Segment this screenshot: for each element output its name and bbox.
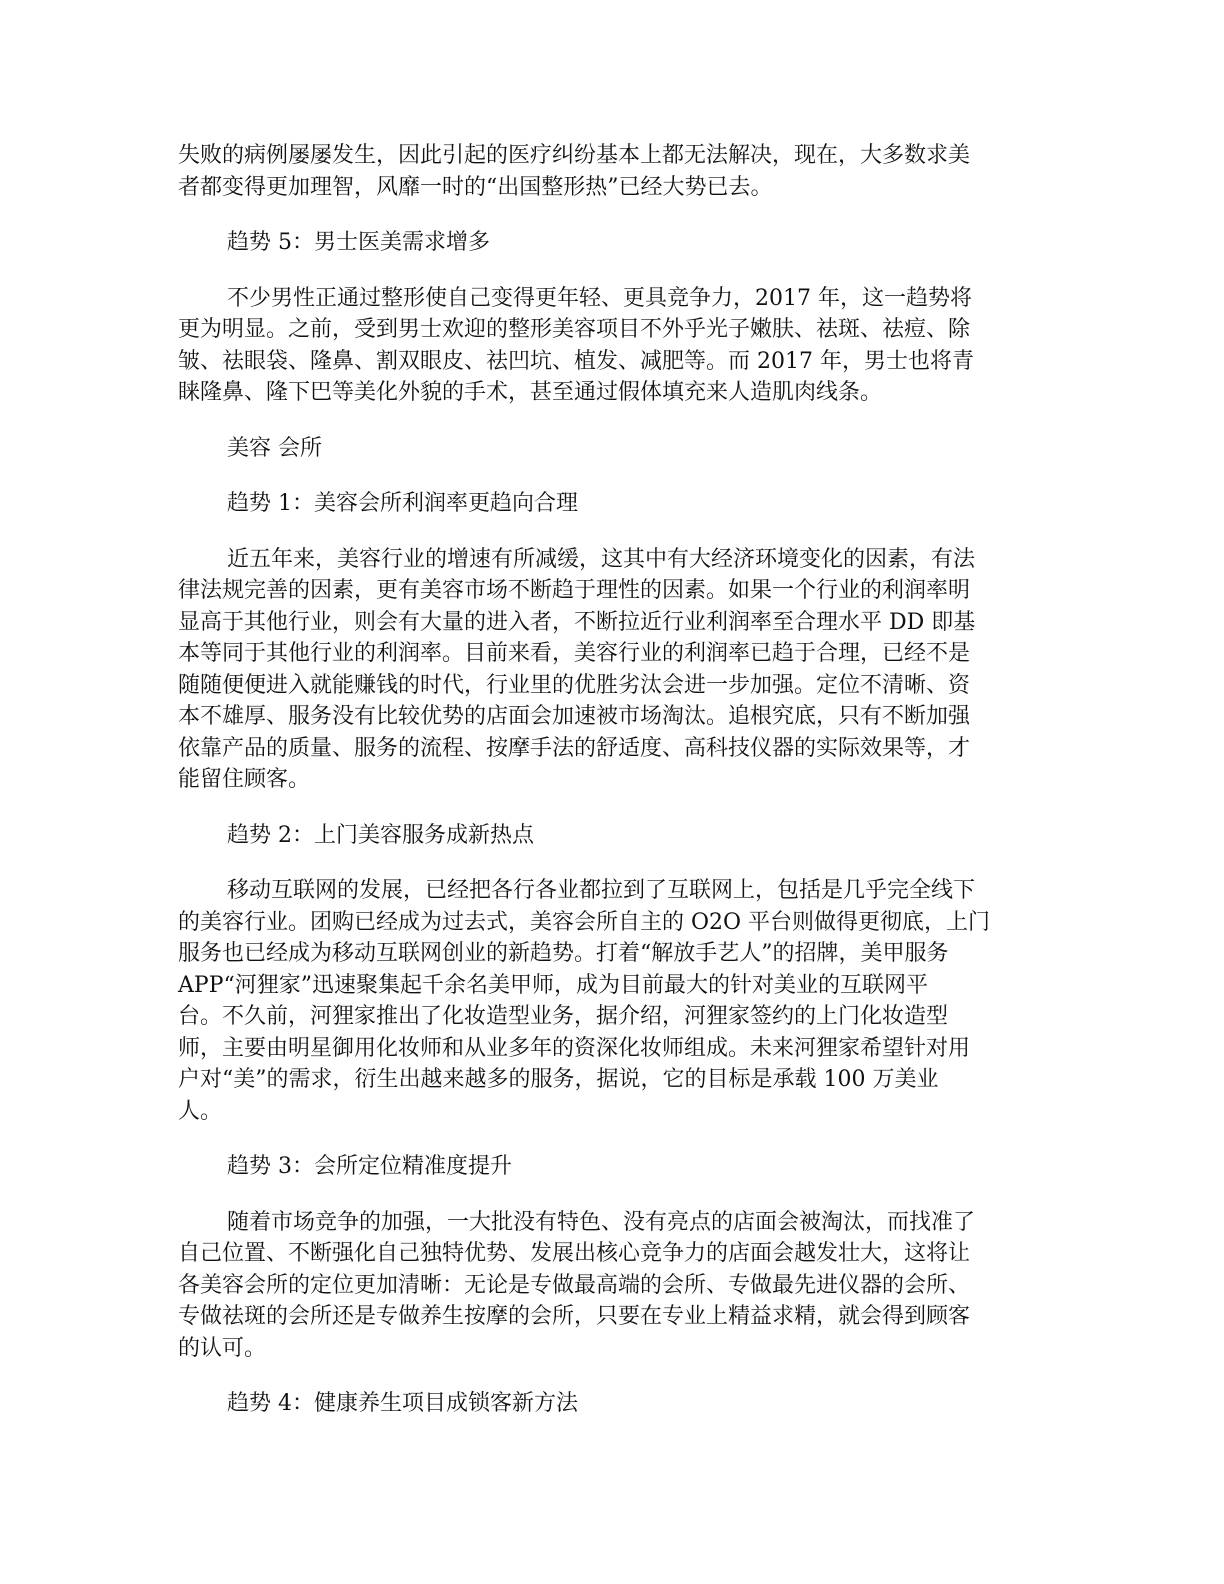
paragraph-line: 的美容行业。团购已经成为过去式，美容会所自主的 O2O 平台则做得更彻底，上门 [178,909,991,935]
paragraph-line: 服务也已经成为移动互联网创业的新趋势。打着“解放手艺人”的招牌，美甲服务 [178,941,949,966]
section-heading-trend-5: 趋势 5：男士医美需求增多 [227,230,490,255]
paragraph-line: 睐隆鼻、隆下巴等美化外貌的手术，甚至通过假体填充来人造肌肉线条。 [178,380,883,405]
section-heading-trend-4: 趋势 4：健康养生项目成锁客新方法 [227,1391,578,1416]
paragraph-line: 随随便便进入就能赚钱的时代，行业里的优胜劣汰会进一步加强。定位不清晰、资 [178,672,971,698]
paragraph-line: 各美容会所的定位更加清晰：无论是专做最高端的会所、专做最先进仪器的会所、 [178,1272,971,1298]
paragraph-line: 户对“美”的需求，衍生出越来越多的服务，据说，它的目标是承载 100 万美业 [178,1067,939,1092]
paragraph-line: 失败的病例屡屡发生，因此引起的医疗纠纷基本上都无法解决，现在，大多数求美 [178,143,971,168]
section-heading-trend-2: 趋势 2：上门美容服务成新热点 [227,822,534,848]
paragraph-line: 随着市场竞争的加强，一大批没有特色、没有亮点的店面会被淘汰，而找准了 [227,1209,976,1235]
paragraph-profit-rate [178,544,1040,796]
paragraph-line: 更为明显。之前，受到男士欢迎的整形美容项目不外乎光子嫩肤、祛斑、祛痘、除 [178,317,971,342]
paragraph-line: 律法规完善的因素，更有美容市场不断趋于理性的因素。如果一个行业的利润率明 [178,578,971,603]
paragraph-line: 本不雄厚、服务没有比较优势的店面会加速被市场淘汰。追根究底，只有不断加强 [178,704,971,729]
paragraph-male-aesthetics [178,283,1040,409]
paragraph-line: 能留住顾客。 [178,767,311,792]
paragraph-line: 的认可。 [178,1335,267,1361]
paragraph-home-service [178,875,1040,1127]
paragraph-line: 自己位置、不断强化自己独特优势、发展出核心竞争力的店面会越发壮大，这将让 [178,1241,971,1266]
section-heading-trend-1: 趋势 1：美容会所利润率更趋向合理 [227,491,578,516]
paragraph-line: 本等同于其他行业的利润率。目前来看，美容行业的利润率已趋于合理，已经不是 [178,641,971,666]
paragraph-line: 显高于其他行业，则会有大量的进入者，不断拉近行业利润率至合理水平 DD 即基 [178,609,976,635]
paragraph-line: 移动互联网的发展，已经把各行各业都拉到了互联网上，包括是几乎完全线下 [227,878,976,903]
section-heading-beauty-club: 美容 会所 [227,435,322,461]
paragraph-line: 人。 [178,1098,223,1124]
paragraph-line: 皱、祛眼袋、隆鼻、割双眼皮、祛凹坑、植发、减肥等。而 2017 年，男士也将青 [178,348,974,374]
paragraph-line: 近五年来，美容行业的增速有所减缓，这其中有大经济环境变化的因素，有法 [227,546,976,572]
paragraph-line: 专做祛斑的会所还是专做养生按摩的会所，只要在专业上精益求精，就会得到顾客 [178,1304,971,1329]
paragraph-line: 师，主要由明星御用化妆师和从业多年的资深化妆师组成。未来河狸家希望针对用 [178,1035,971,1061]
section-heading-trend-3: 趋势 3：会所定位精准度提升 [227,1154,512,1179]
paragraph-line: 依靠产品的质量、服务的流程、按摩手法的舒适度、高科技仪器的实际效果等，才 [178,735,971,761]
paragraph-line: APP“河狸家”迅速聚集起千余名美甲师，成为目前最大的针对美业的互联网平 [178,972,928,998]
paragraph-positioning [178,1207,1040,1365]
paragraph-line: 者都变得更加理智，风靡一时的“出国整形热”已经大势已去。 [178,174,773,200]
paragraph-continuation [178,140,1040,203]
paragraph-line: 台。不久前，河狸家推出了化妆造型业务，据介绍，河狸家签约的上门化妆造型 [178,1004,949,1029]
paragraph-line: 不少男性正通过整形使自己变得更年轻、更具竞争力，2017 年，这一趋势将 [227,285,972,311]
document-page [178,140,1040,1444]
